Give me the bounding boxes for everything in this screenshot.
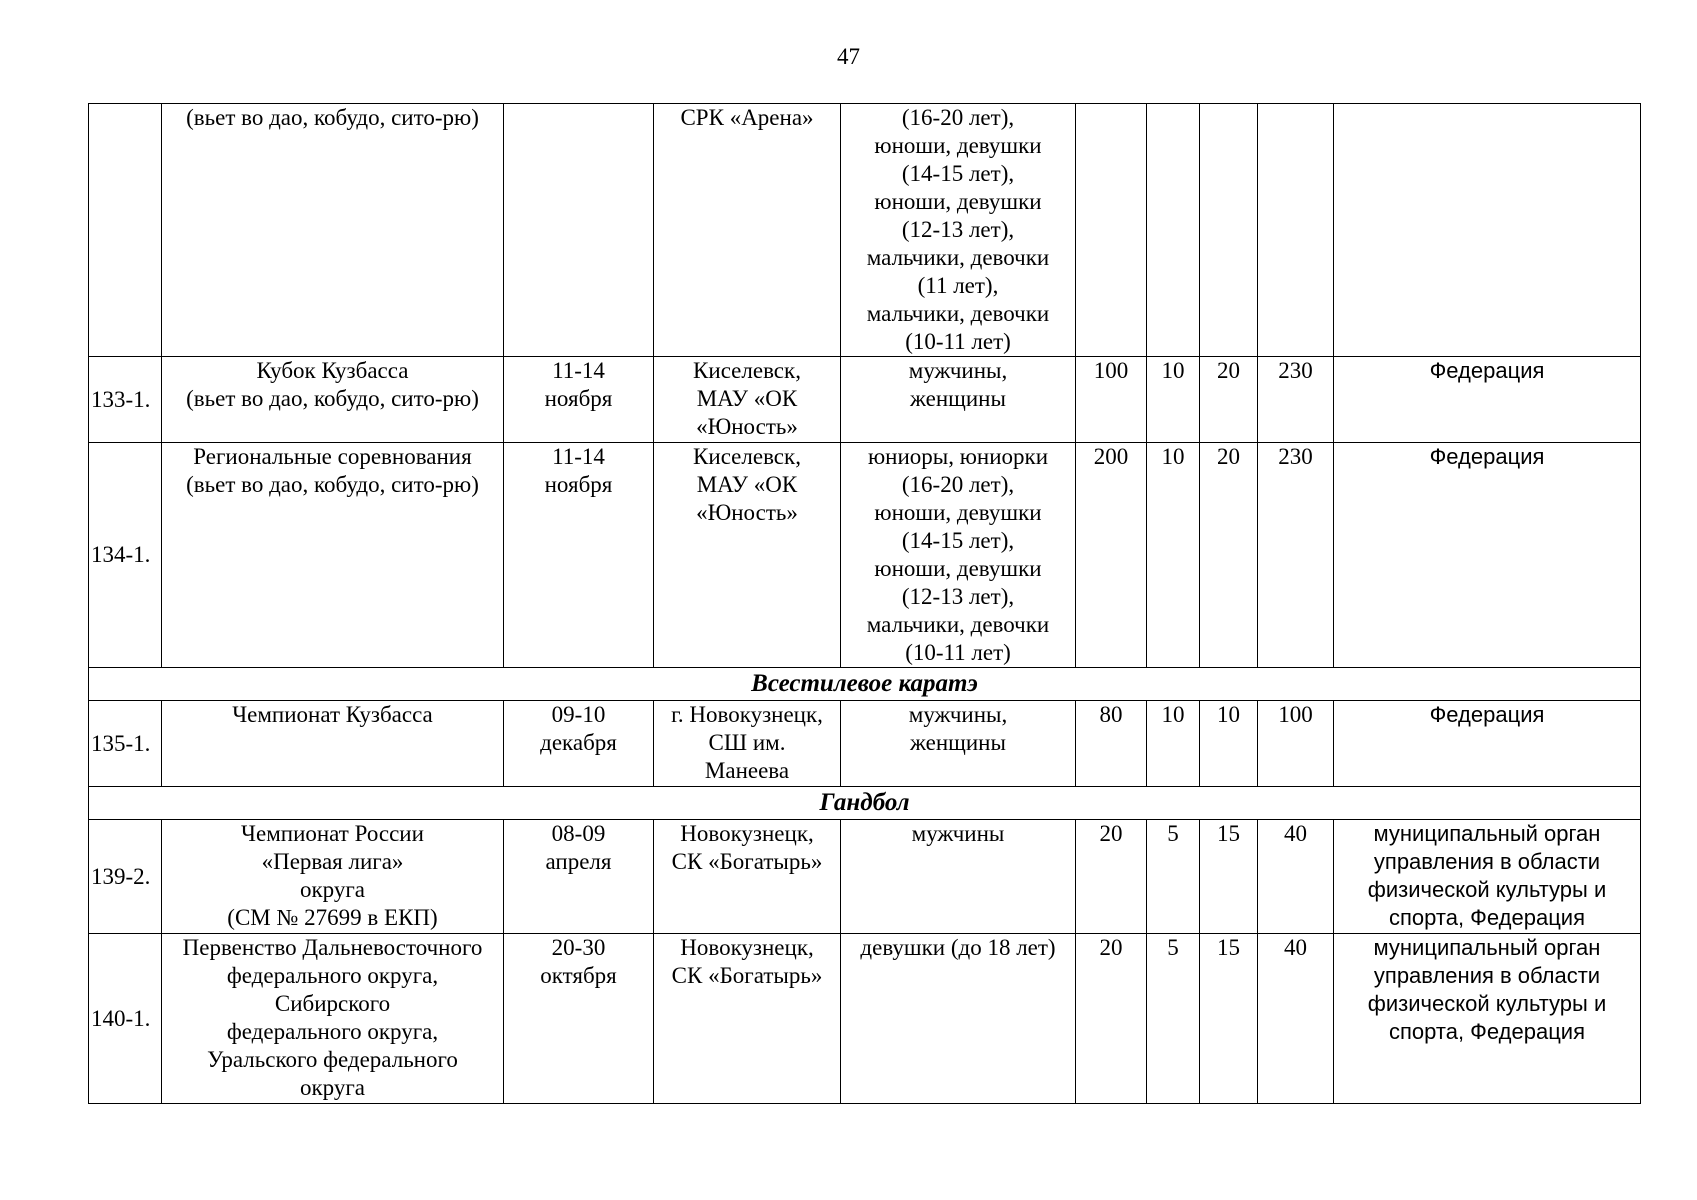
count-3 [1200,104,1258,357]
count-1: 200 [1076,443,1147,668]
event-dates: 11-14 ноября [504,443,654,668]
count-2: 5 [1147,934,1200,1104]
count-2: 10 [1147,357,1200,443]
count-3: 20 [1200,443,1258,668]
count-2 [1147,104,1200,357]
events-table [88,103,1641,1104]
table-row [89,357,1641,443]
row-number: 134-1. [89,443,162,668]
event-name: Кубок Кузбасса (вьет во дао, кобудо, сито-рю) [162,357,504,443]
count-1: 100 [1076,357,1147,443]
row-number: 133-1. [89,357,162,443]
event-participants: юниоры, юниорки (16-20 лет), юноши, девушки (14-15 лет), юноши, девушки (12-13 лет), мальчики, девочки (10-11 лет) [841,443,1076,668]
event-participants: мужчины, женщины [841,701,1076,787]
event-place: Новокузнецк, СК «Богатырь» [654,934,841,1104]
event-organizer: Федерация [1334,357,1641,443]
count-3: 10 [1200,701,1258,787]
count-1: 80 [1076,701,1147,787]
event-organizer: Федерация [1334,701,1641,787]
count-4: 230 [1258,357,1334,443]
section-title: Всестилевое каратэ [89,668,1641,701]
section-header [89,787,1641,820]
event-name: Чемпионат России «Первая лига» округа (СМ № 27699 в ЕКП) [162,820,504,934]
event-name: (вьет во дао, кобудо, сито-рю) [162,104,504,357]
event-place: СРК «Арена» [654,104,841,357]
event-name: Первенство Дальневосточного федерального округа, Сибирского федерального округа, Уральского федерального округа [162,934,504,1104]
section-header [89,668,1641,701]
row-number: 140-1. [89,934,162,1104]
table-row [89,443,1641,668]
count-4 [1258,104,1334,357]
count-4: 100 [1258,701,1334,787]
table-row [89,104,1641,357]
count-1: 20 [1076,934,1147,1104]
event-place: Новокузнецк, СК «Богатырь» [654,820,841,934]
event-organizer: муниципальный орган управления в области физической культуры и спорта, Федерация [1334,820,1641,934]
row-number: 135-1. [89,701,162,787]
event-organizer: муниципальный орган управления в области физической культуры и спорта, Федерация [1334,934,1641,1104]
event-dates: 09-10 декабря [504,701,654,787]
event-dates [504,104,654,357]
row-number: 139-2. [89,820,162,934]
count-1 [1076,104,1147,357]
page-number: 47 [837,44,860,69]
event-participants: мужчины [841,820,1076,934]
event-name: Чемпионат Кузбасса [162,701,504,787]
table-row [89,820,1641,934]
count-3: 15 [1200,934,1258,1104]
count-2: 5 [1147,820,1200,934]
count-4: 230 [1258,443,1334,668]
event-dates: 11-14 ноября [504,357,654,443]
event-dates: 08-09 апреля [504,820,654,934]
event-place: г. Новокузнецк, СШ им. Манеева [654,701,841,787]
count-1: 20 [1076,820,1147,934]
event-place: Киселевск, МАУ «ОК «Юность» [654,443,841,668]
event-participants: девушки (до 18 лет) [841,934,1076,1104]
table-row [89,701,1641,787]
section-title: Гандбол [89,787,1641,820]
count-2: 10 [1147,701,1200,787]
count-2: 10 [1147,443,1200,668]
count-4: 40 [1258,820,1334,934]
event-participants: (16-20 лет), юноши, девушки (14-15 лет), юноши, девушки (12-13 лет), мальчики, девочки (11 лет), мальчики, девочки (10-11 лет) [841,104,1076,357]
table-row [89,934,1641,1104]
row-number [89,104,162,357]
count-3: 15 [1200,820,1258,934]
event-organizer: Федерация [1334,443,1641,668]
event-participants: мужчины, женщины [841,357,1076,443]
event-dates: 20-30 октября [504,934,654,1104]
count-4: 40 [1258,934,1334,1104]
event-name: Региональные соревнования (вьет во дао, кобудо, сито-рю) [162,443,504,668]
event-place: Киселевск, МАУ «ОК «Юность» [654,357,841,443]
count-3: 20 [1200,357,1258,443]
event-organizer [1334,104,1641,357]
